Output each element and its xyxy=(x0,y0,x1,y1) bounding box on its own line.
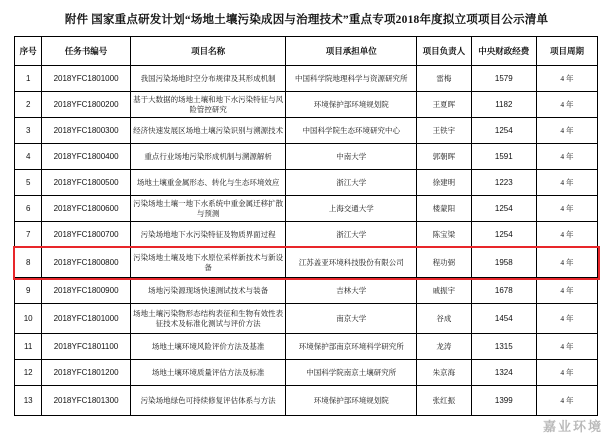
cell-name: 我国污染场地时空分布规律及其形成机制 xyxy=(130,66,286,92)
cell-org: 中南大学 xyxy=(286,144,416,170)
table-row-highlighted xyxy=(15,248,598,278)
table-body xyxy=(15,66,598,416)
cell-fund: 1315 xyxy=(471,334,536,360)
cell-name: 场地土壤环境风险评价方法及基准 xyxy=(130,334,286,360)
table-row xyxy=(15,144,598,170)
table-row xyxy=(15,170,598,196)
cell-fund: 1182 xyxy=(471,92,536,118)
cell-fund: 1958 xyxy=(471,248,536,278)
cell-org: 中国科学院地理科学与资源研究所 xyxy=(286,66,416,92)
table-row xyxy=(15,304,598,334)
table-header-row xyxy=(15,37,598,66)
cell-name: 污染场地地下水污染特征及物质界面过程 xyxy=(130,222,286,248)
cell-name: 污染场地土壤及地下水原位采样新技术与新设备 xyxy=(130,248,286,278)
cell-org: 中国科学院生态环境研究中心 xyxy=(286,118,416,144)
cell-code: 2018YFC1801200 xyxy=(42,360,130,386)
cell-period: 4 年 xyxy=(536,118,597,144)
cell-leader: 楼蒙阳 xyxy=(416,196,471,222)
cell-no: 12 xyxy=(15,360,42,386)
cell-no: 5 xyxy=(15,170,42,196)
cell-code: 2018YFC1800200 xyxy=(42,92,130,118)
cell-leader: 谷成 xyxy=(416,304,471,334)
cell-no: 6 xyxy=(15,196,42,222)
cell-org: 南京大学 xyxy=(286,304,416,334)
cell-name: 重点行业场地污染形成机制与溯源解析 xyxy=(130,144,286,170)
cell-org: 上海交通大学 xyxy=(286,196,416,222)
cell-leader: 王铁宇 xyxy=(416,118,471,144)
cell-no: 9 xyxy=(15,278,42,304)
column-header-org: 项目承担单位 xyxy=(286,37,416,66)
cell-org: 环境保护部环境规划院 xyxy=(286,386,416,416)
cell-no: 4 xyxy=(15,144,42,170)
cell-fund: 1399 xyxy=(471,386,536,416)
cell-code: 2018YFC1800800 xyxy=(42,248,130,278)
cell-code: 2018YFC1800500 xyxy=(42,170,130,196)
cell-no: 7 xyxy=(15,222,42,248)
table-row xyxy=(15,196,598,222)
cell-fund: 1579 xyxy=(471,66,536,92)
column-header-fund: 中央财政经费 xyxy=(471,37,536,66)
cell-code: 2018YFC1800900 xyxy=(42,278,130,304)
cell-no: 3 xyxy=(15,118,42,144)
cell-leader: 朱京海 xyxy=(416,360,471,386)
table-row xyxy=(15,278,598,304)
cell-leader: 王夏晖 xyxy=(416,92,471,118)
cell-period: 4 年 xyxy=(536,386,597,416)
cell-period: 4 年 xyxy=(536,196,597,222)
table-row xyxy=(15,386,598,416)
page-title: 附件 国家重点研发计划“场地土壤污染成因与治理技术”重点专项2018年度拟立项项目公示清单 xyxy=(64,14,549,26)
cell-no: 8 xyxy=(15,248,42,278)
cell-no: 1 xyxy=(15,66,42,92)
cell-leader: 陈宝梁 xyxy=(416,222,471,248)
cell-no: 11 xyxy=(15,334,42,360)
cell-org: 吉林大学 xyxy=(286,278,416,304)
cell-org: 中国科学院南京土壤研究所 xyxy=(286,360,416,386)
table-row xyxy=(15,334,598,360)
cell-name: 场地土壤重金属形态、转化与生态环境效应 xyxy=(130,170,286,196)
watermark: 嘉业环境 xyxy=(542,419,603,434)
cell-code: 2018YFC1800400 xyxy=(42,144,130,170)
cell-leader: 程功弼 xyxy=(416,248,471,278)
cell-org: 环境保护部环境规划院 xyxy=(286,92,416,118)
cell-period: 4 年 xyxy=(536,360,597,386)
cell-period: 4 年 xyxy=(536,222,597,248)
cell-period: 4 年 xyxy=(536,248,597,278)
cell-leader: 龙涛 xyxy=(416,334,471,360)
cell-code: 2018YFC1801300 xyxy=(42,386,130,416)
cell-name: 场地污染源现场快速测试技术与装备 xyxy=(130,278,286,304)
cell-fund: 1254 xyxy=(471,222,536,248)
cell-leader: 戚振宇 xyxy=(416,278,471,304)
table-row xyxy=(15,92,598,118)
column-header-no: 序号 xyxy=(15,37,42,66)
cell-period: 4 年 xyxy=(536,278,597,304)
table-row xyxy=(15,222,598,248)
cell-org: 浙江大学 xyxy=(286,170,416,196)
cell-code: 2018YFC1801100 xyxy=(42,334,130,360)
cell-fund: 1678 xyxy=(471,278,536,304)
cell-code: 2018YFC1801000 xyxy=(42,304,130,334)
cell-org: 环境保护部南京环境科学研究所 xyxy=(286,334,416,360)
cell-org: 浙江大学 xyxy=(286,222,416,248)
cell-code: 2018YFC1801000 xyxy=(42,66,130,92)
cell-fund: 1591 xyxy=(471,144,536,170)
cell-leader: 雷梅 xyxy=(416,66,471,92)
cell-name: 场地土壤环境质量评估方法及标准 xyxy=(130,360,286,386)
cell-period: 4 年 xyxy=(536,144,597,170)
cell-period: 4 年 xyxy=(536,66,597,92)
cell-fund: 1254 xyxy=(471,118,536,144)
cell-period: 4 年 xyxy=(536,92,597,118)
cell-no: 10 xyxy=(15,304,42,334)
column-header-name: 项目名称 xyxy=(130,37,286,66)
cell-leader: 张红振 xyxy=(416,386,471,416)
cell-code: 2018YFC1800700 xyxy=(42,222,130,248)
table-row xyxy=(15,118,598,144)
cell-no: 13 xyxy=(15,386,42,416)
table-row xyxy=(15,360,598,386)
column-header-leader: 项目负责人 xyxy=(416,37,471,66)
cell-name: 污染场地土壤一地下水系统中重金属迁移扩散与预测 xyxy=(130,196,286,222)
cell-fund: 1454 xyxy=(471,304,536,334)
cell-code: 2018YFC1800300 xyxy=(42,118,130,144)
cell-leader: 徐建明 xyxy=(416,170,471,196)
cell-code: 2018YFC1800600 xyxy=(42,196,130,222)
table-row xyxy=(15,66,598,92)
cell-org: 江苏盖亚环境科技股份有限公司 xyxy=(286,248,416,278)
cell-period: 4 年 xyxy=(536,170,597,196)
cell-name: 污染场地绿色可持续修复评估体系与方法 xyxy=(130,386,286,416)
cell-fund: 1254 xyxy=(471,196,536,222)
cell-fund: 1223 xyxy=(471,170,536,196)
column-header-period: 项目周期 xyxy=(536,37,597,66)
cell-period: 4 年 xyxy=(536,334,597,360)
project-list-table xyxy=(14,36,598,416)
cell-fund: 1324 xyxy=(471,360,536,386)
cell-name: 基于大数据的场地土壤和地下水污染特征与风险管控研究 xyxy=(130,92,286,118)
cell-period: 4 年 xyxy=(536,304,597,334)
column-header-code: 任务书编号 xyxy=(42,37,130,66)
cell-no: 2 xyxy=(15,92,42,118)
cell-name: 经济快速发展区场地土壤污染识别与溯源技术 xyxy=(130,118,286,144)
cell-leader: 郭朝晖 xyxy=(416,144,471,170)
cell-name: 场地土壤污染物形态结构表征和生物有效性表征技术及标准化测试与评价方法 xyxy=(130,304,286,334)
